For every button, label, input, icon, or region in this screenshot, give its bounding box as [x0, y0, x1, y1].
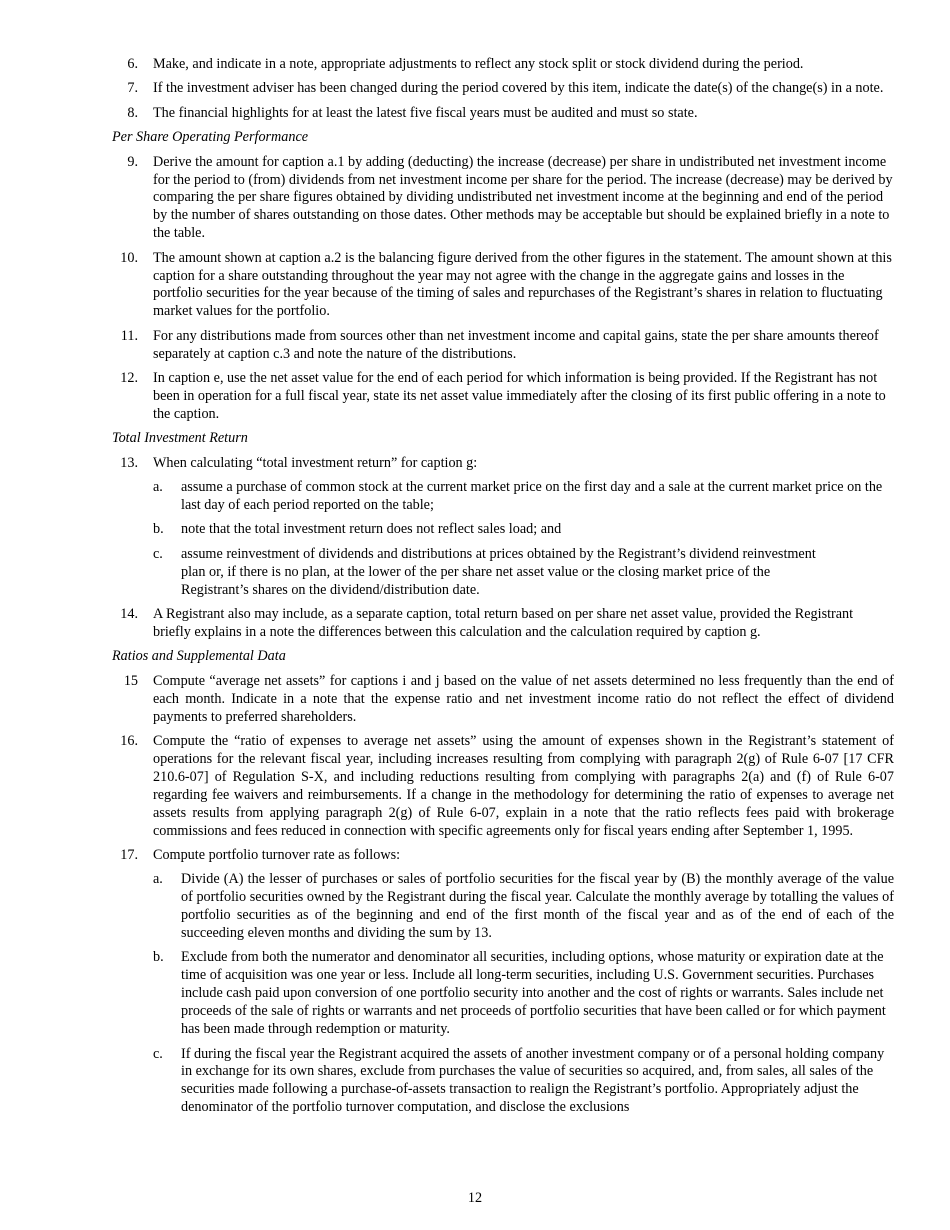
item-text: A Registrant also may include, as a separate caption, total return based on per share net asset value, provided the Registrant briefly explains in a note the differences between this calculation and the calculation required by caption g. — [153, 606, 854, 640]
instruction-item-17c — [0, 1046, 950, 1118]
instruction-item-11 — [0, 328, 950, 364]
instruction-item-16 — [0, 733, 950, 840]
item-number: 16. — [120, 733, 138, 749]
item-text: Make, and indicate in a note, appropriate adjustments to reflect any stock split or stock dividend during the period. — [153, 56, 804, 72]
item-number: 9. — [127, 153, 138, 170]
item-text: If the investment adviser has been changed during the period covered by this item, indicate the date(s) of the change(s) in a note. — [153, 80, 884, 97]
subitem-text: Exclude from both the numerator and denominator all securities, including options, whose maturity or expiration date at the time of acquisition was one year or less. Include all long-term securities, including U.S. Government securities. Purchases include cash paid upon conversion of one portfolio security into another and the cost of rights or warrants. Sales include net proceeds of the sale of rights or warrants and net proceeds of portfolio securities that have been called or for which payment has been made through redemption or maturity. — [181, 949, 886, 1038]
instruction-item-13a — [0, 479, 950, 515]
subitem-text: note that the total investment return does not reflect sales load; and — [181, 521, 562, 538]
item-number: 7. — [127, 80, 138, 97]
section-heading-per-share: Per Share Operating Performance — [112, 129, 309, 146]
subitem-letter: b. — [153, 949, 164, 966]
section-heading-total-return: Total Investment Return — [112, 430, 248, 447]
instruction-item-17 — [0, 847, 950, 865]
item-number: 15 — [123, 672, 138, 689]
item-text: For any distributions made from sources other than net investment income and capital gains, state the per share amounts thereof separately at caption c.3 and note the nature of the distributions. — [153, 327, 879, 362]
item-text: When calculating “total investment return” for caption g: — [153, 454, 478, 471]
subitem-text: Divide (A) the lesser of purchases or sales of portfolio securities for the fiscal year by (B) the monthly average of the value of portfolio securities owned by the Registrant during the fiscal year. Calculate the monthly average by totalling the values of portfolio securities as of the beginning and end of the first month of the fiscal year and as of the end of each of the succeeding eleven months and dividing the sum by 13. — [181, 871, 894, 942]
subitem-text: assume reinvestment of dividends and distributions at prices obtained by the Registrant’s dividend reinvestment plan or, if there is no plan, at the lower of the per share net asset value or the closing market price of the Registrant’s shares on the dividend/distribution date. — [181, 545, 816, 598]
subitem-letter: a. — [153, 479, 163, 496]
item-text: The financial highlights for at least the latest five fiscal years must be audited and must so state. — [153, 104, 698, 121]
subitem-letter: b. — [153, 521, 164, 538]
item-number: 12. — [120, 370, 138, 387]
item-number: 14. — [120, 606, 138, 623]
item-text: Compute the “ratio of expenses to average net assets” using the amount of expenses shown in the Registrant’s statement of operations for the relevant fiscal year, including increases resulting from complying with paragraph 2(g) of Rule 6-07 [17 CFR 210.6-07] of Regulation S-X, and including reductions resulting from complying with paragraphs 2(a) and (f) of Rule 6-07 regarding fee waivers and reimbursements. If a change in the methodology for determining the ratio of expenses to average net assets results from applying paragraph 2(g) of Rule 6-07, explain in a note that the ratio reflects fees paid with brokerage commissions and fees reduced in connection with specific agreements only for fiscal years ending after September 1, 1995. — [153, 733, 894, 839]
instruction-item-17a — [0, 871, 950, 943]
item-number: 6. — [127, 56, 138, 72]
instruction-item-9 — [0, 154, 950, 244]
item-number: 8. — [127, 104, 138, 121]
subitem-text: If during the fiscal year the Registrant acquired the assets of another investment company or of a personal holding company in exchange for its own shares, exclude from purchases the value of securities so acquired, and, from sales, all sales of the securities made following a purchase-of-assets transaction to realign the Registrant’s portfolio. Appropriately adjust the denominator of the portfolio turnover computation, and disclose the exclusions — [181, 1045, 885, 1116]
page-number: 12 — [467, 1190, 483, 1206]
subitem-letter: a. — [153, 871, 163, 888]
instruction-item-12 — [0, 370, 950, 424]
subitem-text: assume a purchase of common stock at the current market price on the first day and a sale at the current market price on the last day of each period reported on the table; — [181, 479, 883, 514]
document-page — [0, 56, 950, 1124]
instruction-item-17b — [0, 949, 950, 1039]
item-number: 17. — [120, 846, 138, 863]
instruction-item-13b — [0, 521, 950, 539]
item-text: In caption e, use the net asset value for the end of each period for which information is being provided. If the Registrant has not been in operation for a full fiscal year, state its net asset value immediately after the closing of its first public offering in a note to the caption. — [153, 370, 886, 422]
instruction-item-10 — [0, 250, 950, 322]
instruction-item-14 — [0, 606, 950, 642]
section-heading-ratios: Ratios and Supplemental Data — [112, 648, 286, 665]
item-number: 13. — [120, 454, 138, 471]
instruction-item-7 — [0, 80, 950, 98]
instruction-item-6 — [0, 56, 950, 74]
instruction-item-13c — [0, 546, 950, 600]
item-text: The amount shown at caption a.2 is the balancing figure derived from the other figures in the statement. The amount shown at this caption for a share outstanding throughout the year may not agree with the change in the aggregate gains and losses in the portfolio securities for the year because of the timing of sales and repurchases of the Registrant’s shares in relation to fluctuating market values for the portfolio. — [153, 249, 892, 320]
item-number: 10. — [120, 249, 138, 266]
instruction-item-13 — [0, 455, 950, 473]
subitem-letter: c. — [153, 1045, 163, 1062]
item-number: 11. — [120, 327, 138, 344]
item-text: Compute “average net assets” for captions i and j based on the value of net assets determined no less frequently than the end of each month. Indicate in a note that the expense ratio and net investment income ratio do not reflect the effect of dividend payments to preferred shareholders. — [153, 672, 894, 725]
item-text: Derive the amount for caption a.1 by adding (deducting) the increase (decrease) per share in undistributed net investment income for the period to (from) dividends from net investment income per share for the period. The increase (decrease) may be derived by comparing the per share figures obtained by dividing undistributed net investment income at the beginning and end of the period by the number of shares outstanding on those dates. Other methods may be acceptable but should be explained briefly in a note to the table. — [153, 153, 893, 242]
instruction-item-8 — [0, 105, 950, 123]
item-text: Compute portfolio turnover rate as follows: — [153, 846, 401, 863]
subitem-letter: c. — [153, 545, 163, 562]
instruction-item-15 — [0, 673, 950, 727]
